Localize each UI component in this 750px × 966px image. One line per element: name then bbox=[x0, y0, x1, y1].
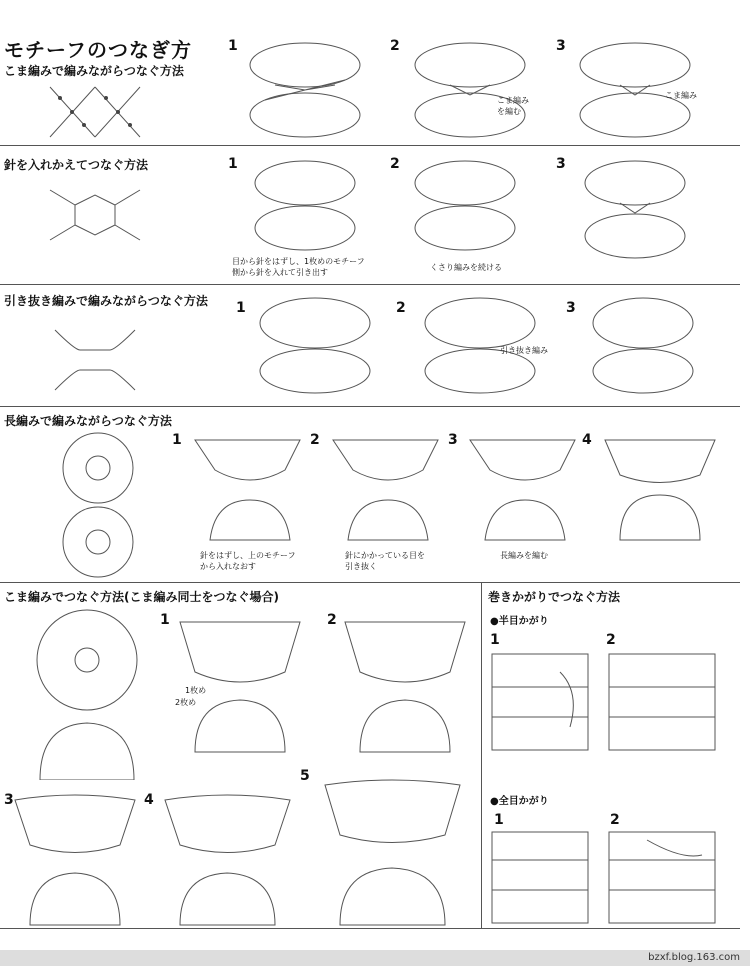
step-number: 2 bbox=[610, 812, 620, 828]
step-number: 3 bbox=[448, 432, 458, 448]
step-number: 1 bbox=[172, 432, 182, 448]
step-number: 5 bbox=[300, 768, 310, 784]
footer bbox=[0, 950, 750, 966]
motif-illustration bbox=[190, 430, 305, 545]
motif-illustration bbox=[328, 430, 443, 545]
step-caption: 引き抜き編み bbox=[500, 346, 548, 355]
page-title: モチーフのつなぎ方 bbox=[4, 38, 192, 62]
section-6-subtitle: ●全目かがり bbox=[490, 796, 549, 807]
section-2-symbol-diagram bbox=[40, 180, 150, 250]
step-number: 4 bbox=[582, 432, 592, 448]
section-4-symbol-diagram bbox=[58, 430, 138, 580]
motif-illustration bbox=[160, 790, 295, 930]
motif-illustration bbox=[410, 40, 530, 140]
step-number: 3 bbox=[556, 156, 566, 172]
step-number: 1 bbox=[228, 38, 238, 54]
step-number: 2 bbox=[390, 156, 400, 172]
step-caption: くさり編みを続ける bbox=[430, 263, 502, 272]
motif-illustration bbox=[607, 830, 717, 925]
section-3-title: 引き抜き編みで編みながらつなぐ方法 bbox=[4, 294, 208, 308]
motif-illustration bbox=[588, 295, 698, 395]
step-number: 3 bbox=[4, 792, 14, 808]
step-number: 3 bbox=[556, 38, 566, 54]
divider bbox=[0, 582, 740, 583]
divider bbox=[481, 582, 482, 928]
step-number: 1 bbox=[228, 156, 238, 172]
section-2-title: 針を入れかえてつなぐ方法 bbox=[4, 158, 149, 172]
step-caption: 長編みを編む bbox=[500, 551, 548, 560]
section-1-title: こま編みで編みながらつなぐ方法 bbox=[4, 64, 184, 78]
motif-illustration bbox=[580, 158, 690, 263]
section-1-symbol-diagram bbox=[40, 82, 150, 142]
motif-illustration bbox=[250, 158, 360, 253]
motif-illustration bbox=[465, 430, 580, 545]
motif-illustration bbox=[490, 652, 590, 752]
step-caption: 針をはずし、上のモチーフ から入れなおす bbox=[200, 551, 296, 571]
section-4-title: 長編みで編みながらつなぐ方法 bbox=[4, 414, 172, 428]
step-caption: 1枚め bbox=[185, 686, 207, 695]
section-5-title: こま編みでつなぐ方法(こま編み同士をつなぐ場合) bbox=[4, 590, 279, 604]
step-number: 2 bbox=[606, 632, 616, 648]
step-number: 1 bbox=[160, 612, 170, 628]
step-number: 4 bbox=[144, 792, 154, 808]
step-number: 1 bbox=[490, 632, 500, 648]
step-caption: こま編み を編む bbox=[497, 96, 529, 116]
step-caption: 2枚め bbox=[175, 698, 197, 707]
section-3-symbol-diagram bbox=[45, 320, 145, 400]
step-number: 2 bbox=[310, 432, 320, 448]
section-6-title: 巻きかがりでつなぐ方法 bbox=[488, 590, 621, 604]
motif-illustration bbox=[245, 40, 365, 140]
section-5-symbol-diagram bbox=[30, 605, 145, 780]
section-6-subtitle: ●半目かがり bbox=[490, 616, 549, 627]
footer-text: bzxf.blog.163.com bbox=[648, 952, 740, 963]
motif-illustration bbox=[607, 652, 717, 752]
step-caption: 針にかかっている目を 引き抜く bbox=[345, 551, 425, 571]
step-number: 2 bbox=[390, 38, 400, 54]
motif-illustration bbox=[10, 790, 140, 930]
motif-illustration bbox=[340, 612, 470, 757]
step-number: 1 bbox=[236, 300, 246, 316]
step-number: 2 bbox=[327, 612, 337, 628]
motif-illustration bbox=[600, 430, 720, 545]
divider bbox=[0, 145, 740, 146]
motif-illustration bbox=[490, 830, 590, 925]
step-caption: こま編み bbox=[665, 91, 697, 100]
step-number: 2 bbox=[396, 300, 406, 316]
divider bbox=[0, 406, 740, 407]
motif-illustration bbox=[410, 158, 520, 253]
step-number: 3 bbox=[566, 300, 576, 316]
divider bbox=[0, 284, 740, 285]
motif-illustration bbox=[320, 775, 465, 930]
motif-illustration bbox=[255, 295, 375, 395]
divider bbox=[0, 928, 740, 929]
step-number: 1 bbox=[494, 812, 504, 828]
step-caption: 目から針をはずし、1枚めのモチーフ 側から針を入れて引き出す bbox=[232, 257, 365, 277]
